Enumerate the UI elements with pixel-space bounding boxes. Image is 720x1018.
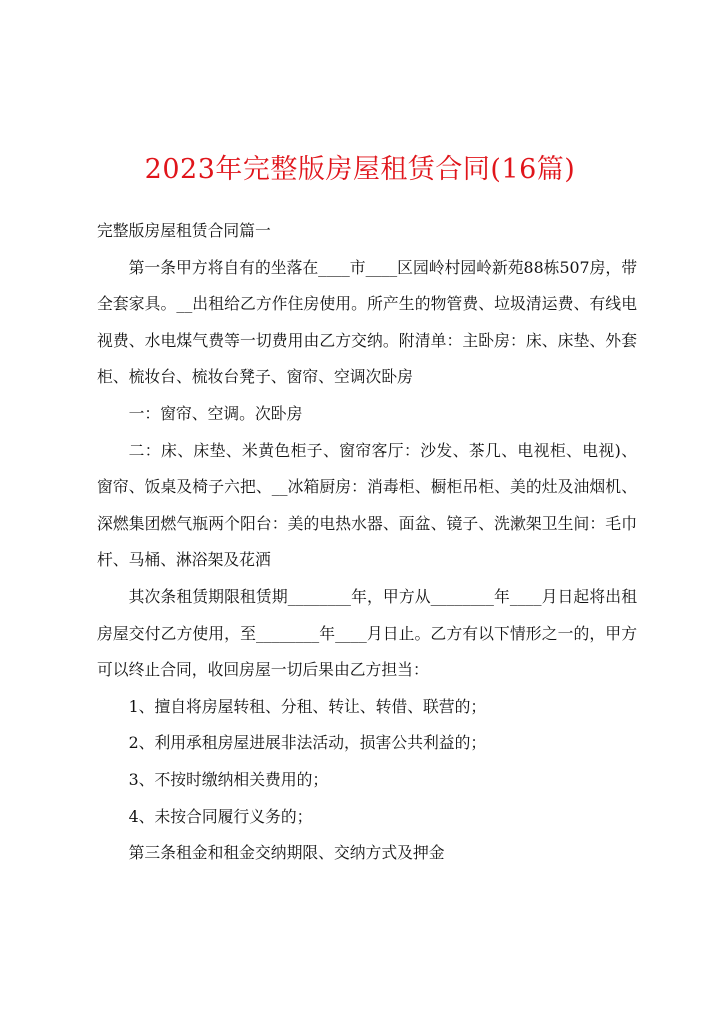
list-item-2: 2、利用承租房屋进展非法活动，损害公共利益的； <box>128 733 487 753</box>
paragraph-article-3: 第三条租金和租金交纳期限、交纳方式及押金 <box>128 843 445 863</box>
paragraph-article-2: 其次条租赁期限租赁期________年，甲方从________年____月日起将出租房屋交付乙方使用，至________年____月日止。乙方有以下情形之一的，甲方可以终止合同，收回房屋一切后果由乙方担当： <box>97 586 637 680</box>
list-item-1: 1、擅自将房屋转租、分租、转让、转借、联营的； <box>128 696 487 716</box>
list-item-4: 4、未按合同履行义务的； <box>128 806 313 826</box>
document-body <box>97 213 637 872</box>
list-item-3: 3、不按时缴纳相关费用的； <box>128 769 329 789</box>
paragraph-list-1: 一：窗帘、空调。次卧房 <box>128 403 303 423</box>
document-title: 2023年完整版房屋租赁合同(16篇) <box>144 154 576 185</box>
paragraph-list-2: 二：床、床垫、米黄色柜子、窗帘客厅：沙发、茶几、电视柜、电视)、窗帘、饭桌及椅子六把、__冰箱厨房：消毒柜、橱柜吊柜、美的灶及油烟机、深燃集团燃气瓶两个阳台：美的电热水器、面盆、镜子、洗漱架卫生间：毛巾杆、马桶、淋浴架及花洒 <box>97 440 637 570</box>
paragraph-article-1: 第一条甲方将自有的坐落在____市____区园岭村园岭新苑88栋507房，带全套家具。__出租给乙方作住房使用。所产生的物管费、垃圾清运费、有线电视费、水电煤气费等一切费用由乙方交纳。附清单：主卧房：床、床垫、外套柜、梳妆台、梳妆台凳子、窗帘、空调次卧房 <box>97 257 637 387</box>
section-heading: 完整版房屋租赁合同篇一 <box>97 221 271 240</box>
